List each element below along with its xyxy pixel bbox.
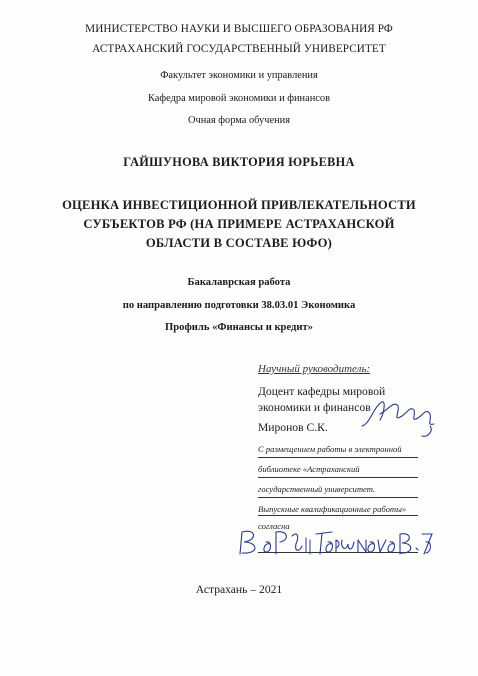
consent-line-2: библиотеке «Астраханский — [258, 464, 360, 474]
thesis-title-line-2: СУБЪЕКТОВ РФ (НА ПРИМЕРЕ АСТРАХАНСКОЙ — [83, 217, 395, 231]
city-year: Астрахань – 2021 — [195, 583, 283, 596]
supervisor-position-line-2: экономики и финансов — [258, 401, 371, 414]
ministry-name: МИНИСТЕРСТВО НАУКИ И ВЫСШЕГО ОБРАЗОВАНИЯ РФ — [85, 23, 393, 35]
supervisor-position-line-1: Доцент кафедры мировой — [258, 385, 386, 398]
consent-underline-2 — [258, 477, 418, 478]
consent-line-4: Выпускные квалификационные работы» — [258, 504, 407, 514]
university-name: АСТРАХАНСКИЙ ГОСУДАРСТВЕННЫЙ УНИВЕРСИТЕТ — [92, 43, 386, 55]
supervisor-name: Миронов С.К. — [258, 421, 328, 434]
consent-underline-1 — [258, 457, 418, 458]
author-name: ГАЙШУНОВА ВИКТОРИЯ ЮРЬЕВНА — [123, 155, 355, 169]
consent-line-3: государственный университет. — [258, 484, 376, 494]
work-type: Бакалаврская работа — [187, 277, 291, 288]
supervisor-signature — [360, 396, 450, 446]
consent-underline-4 — [258, 515, 418, 516]
supervisor-label: Научный руководитель: — [258, 363, 371, 375]
faculty-name: Факультет экономики и управления — [160, 70, 318, 81]
consent-line-5: согласна — [258, 521, 290, 531]
consent-line-1: С размещением работы в электронной — [258, 444, 402, 454]
consent-underline-3 — [258, 497, 418, 498]
study-form: Очная форма обучения — [188, 115, 290, 126]
author-signature — [236, 526, 436, 560]
work-profile: Профиль «Финансы и кредит» — [165, 322, 313, 333]
thesis-title-line-1: ОЦЕНКА ИНВЕСТИЦИОННОЙ ПРИВЛЕКАТЕЛЬНОСТИ — [62, 198, 416, 212]
work-direction: по направлению подготовки 38.03.01 Экономика — [122, 300, 356, 311]
department-name: Кафедра мировой экономики и финансов — [148, 93, 330, 104]
thesis-title-line-3: ОБЛАСТИ В СОСТАВЕ ЮФО) — [145, 236, 333, 250]
